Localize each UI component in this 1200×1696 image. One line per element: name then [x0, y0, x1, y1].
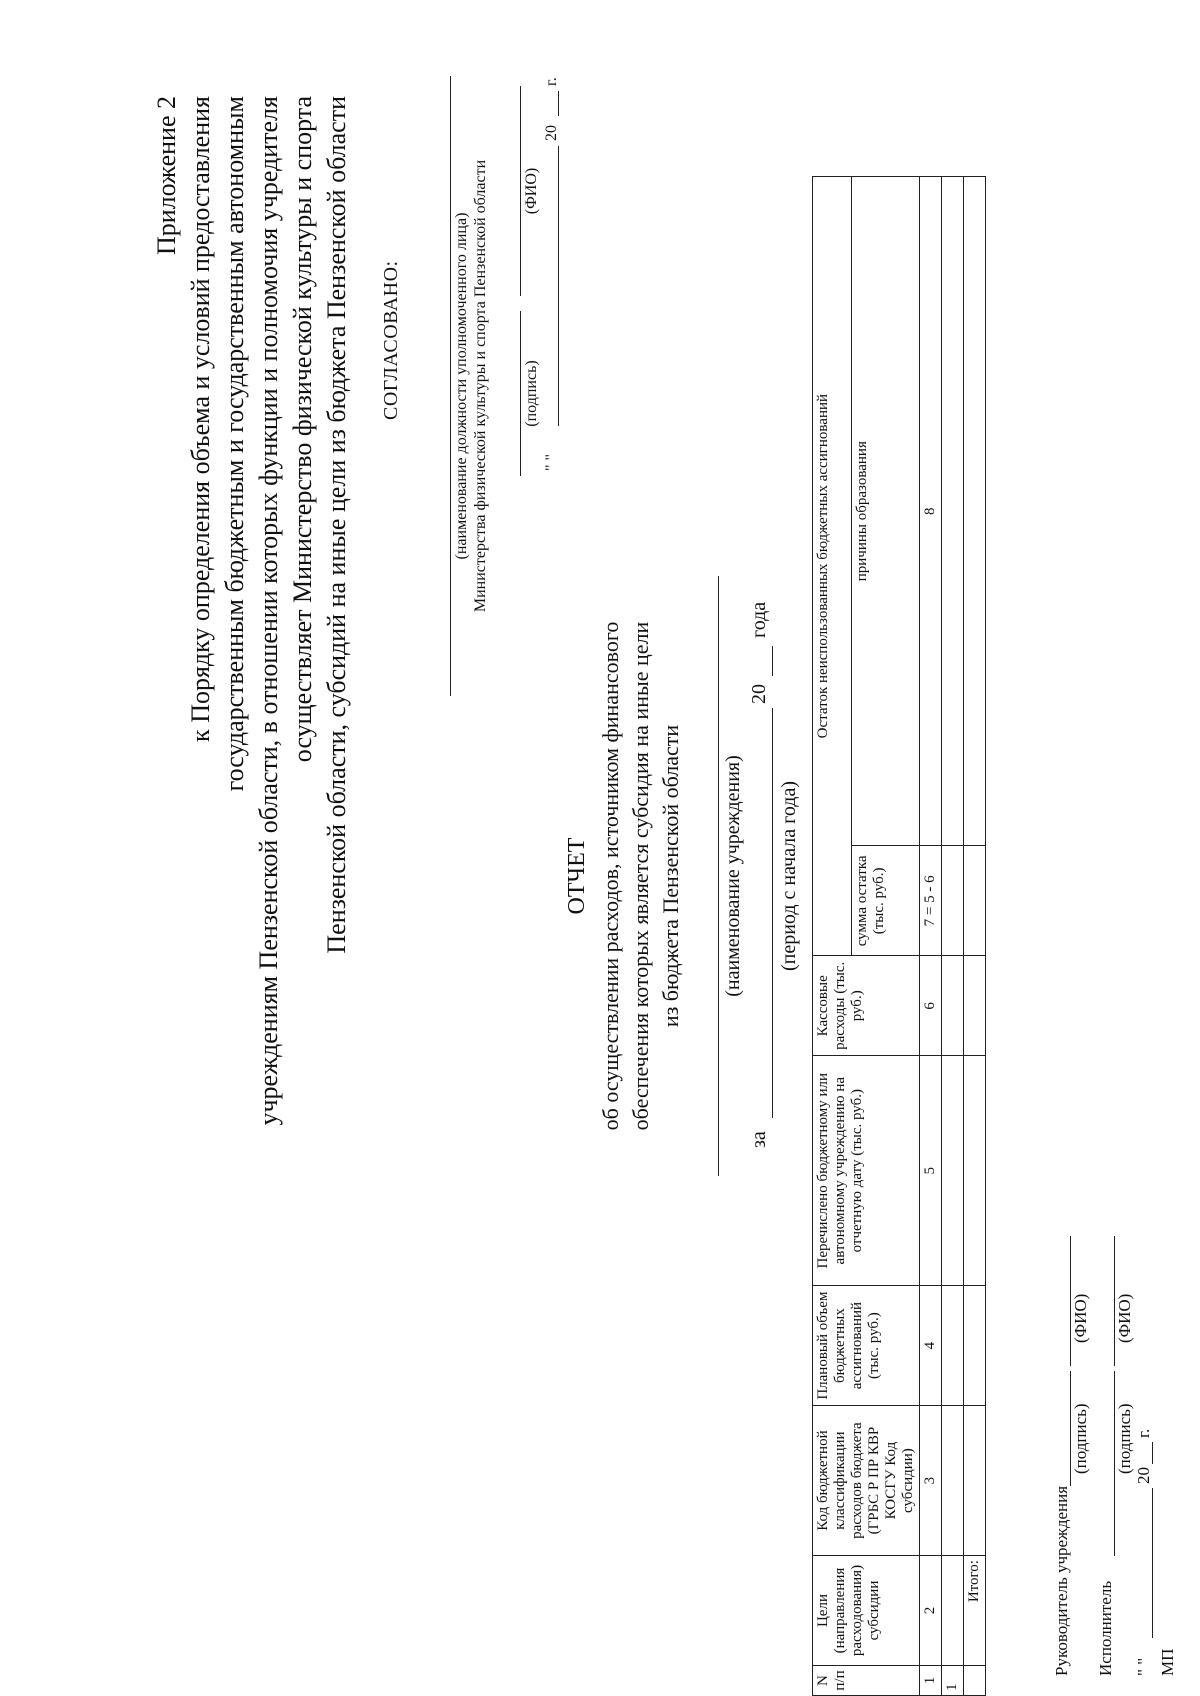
- date-year-line: [1152, 1442, 1153, 1464]
- table-cell: [942, 956, 964, 1056]
- table-cell: [964, 846, 986, 956]
- table-cell: [964, 1406, 986, 1556]
- executor-label: Исполнитель: [1096, 1580, 1115, 1676]
- executor-fio-hint: (ФИО): [1115, 1293, 1134, 1343]
- col-number: 7 = 5 - 6: [920, 846, 942, 956]
- fio-hint: (ФИО): [523, 167, 540, 215]
- table-cell: [942, 1286, 964, 1406]
- appendix-line: осуществляет Министерство физической культуры и спорта: [288, 96, 317, 763]
- date-suffix: г.: [1134, 1428, 1153, 1438]
- fio-line: [520, 86, 521, 296]
- executor-signature-hint: (подпись): [1115, 1403, 1134, 1474]
- header-code: Код бюджетной классификации расходов бюджета (ГРБС Р ПР КВР КОСГУ Код субсидии): [813, 1406, 920, 1556]
- date-quote: " ": [1134, 1657, 1153, 1676]
- report-table: [812, 176, 986, 1696]
- table-total-row: [964, 177, 986, 1696]
- col-number: 4: [920, 1286, 942, 1406]
- table-cell: [964, 956, 986, 1056]
- head-fio-hint: (ФИО): [1071, 1293, 1090, 1343]
- report-subtitle-line: обеспечения которых является субсидия на иные цели: [628, 621, 653, 1131]
- stamp-label: МП: [1158, 1648, 1177, 1676]
- agreement-date-quote: " ": [543, 453, 560, 471]
- header-remainder-group: Остаток неиспользованных бюджетных ассигнований: [813, 177, 852, 956]
- table-cell: [942, 1406, 964, 1556]
- table-cell: [942, 1556, 964, 1666]
- col-number: 2: [920, 1556, 942, 1666]
- col-number: 3: [920, 1406, 942, 1556]
- report-subtitle-line: из бюджета Пензенской области: [658, 724, 683, 1028]
- table-number-row: [920, 177, 942, 1696]
- table-cell: [942, 177, 964, 846]
- total-label: Итого:: [964, 1556, 986, 1666]
- period-line: [772, 708, 773, 1118]
- col-number: 6: [920, 956, 942, 1056]
- agreement-title: СОГЛАСОВАНО:: [380, 260, 402, 420]
- period-prefix: за: [748, 1131, 770, 1148]
- table-cell: [942, 1056, 964, 1286]
- report-subtitle-line: об осуществлении расходов, источником финансового: [598, 621, 623, 1131]
- agreement-date-year: 20: [543, 125, 560, 141]
- col-number: 8: [920, 177, 942, 846]
- position-hint-1: (наименование должности уполномоченного лица): [453, 212, 470, 560]
- signature-line: [520, 311, 521, 476]
- period-year-line: [772, 646, 773, 676]
- appendix-line: Пензенской области, субсидий на иные цели из бюджета Пензенской области: [322, 96, 351, 954]
- period-hint: (период с начала года): [778, 781, 800, 972]
- agreement-year-line: [558, 91, 559, 116]
- institution-hint: (наименование учреждения): [722, 755, 744, 997]
- report-subtitle: [596, 456, 686, 1296]
- table-row: [942, 177, 964, 1696]
- period-year: 20: [748, 684, 770, 704]
- col-number: 5: [920, 1056, 942, 1286]
- row-number: 1: [942, 1666, 964, 1696]
- header-num: N п/п: [813, 1666, 920, 1696]
- header-transferred: Перечислено бюджетному или автономному учреждению на отчетную дату (тыс. руб.): [813, 1056, 920, 1286]
- table-cell: [942, 846, 964, 956]
- head-signature-hint: (подпись): [1071, 1403, 1090, 1474]
- col-number: 1: [920, 1666, 942, 1696]
- institution-line: [718, 576, 719, 1176]
- table-cell: [964, 1666, 986, 1696]
- table-cell: [964, 1286, 986, 1406]
- header-cash: Кассовые расходы (тыс. руб.): [813, 956, 920, 1056]
- table-cell: [964, 1056, 986, 1286]
- header-goals: Цели (направления расходования) субсидии: [813, 1556, 920, 1666]
- date-line: [1152, 1488, 1153, 1638]
- table-header-row: [813, 177, 852, 1696]
- report-title: ОТЧЕТ: [564, 837, 590, 915]
- appendix-line: Приложение 2: [152, 96, 181, 256]
- position-hint-2: Министерства физической культуры и спорта Пензенской области: [472, 159, 489, 613]
- table-cell: [964, 177, 986, 846]
- agreement-date-line: [558, 146, 559, 426]
- appendix-header: [150, 96, 354, 1216]
- signature-hint: (подпись): [523, 360, 540, 427]
- appendix-line: к Порядку определения объема и условий предоставления: [186, 96, 215, 742]
- appendix-line: государственным бюджетным и государственным автономным: [220, 96, 249, 792]
- date-year: 20: [1134, 1467, 1153, 1484]
- position-line: [450, 76, 451, 696]
- header-remainder-sum: сумма остатка (тыс. руб.): [851, 846, 919, 956]
- agreement-date-suffix: г.: [543, 77, 560, 86]
- header-remainder-reason: причины образования: [851, 177, 919, 846]
- header-plan: Плановый объем бюджетных ассигнований (тыс. руб.): [813, 1286, 920, 1406]
- appendix-line: учреждениям Пензенской области, в отношении которых функции и полномочия учредителя: [254, 96, 283, 1126]
- head-label: Руководитель учреждения: [1052, 1485, 1071, 1676]
- period-suffix: года: [748, 601, 770, 638]
